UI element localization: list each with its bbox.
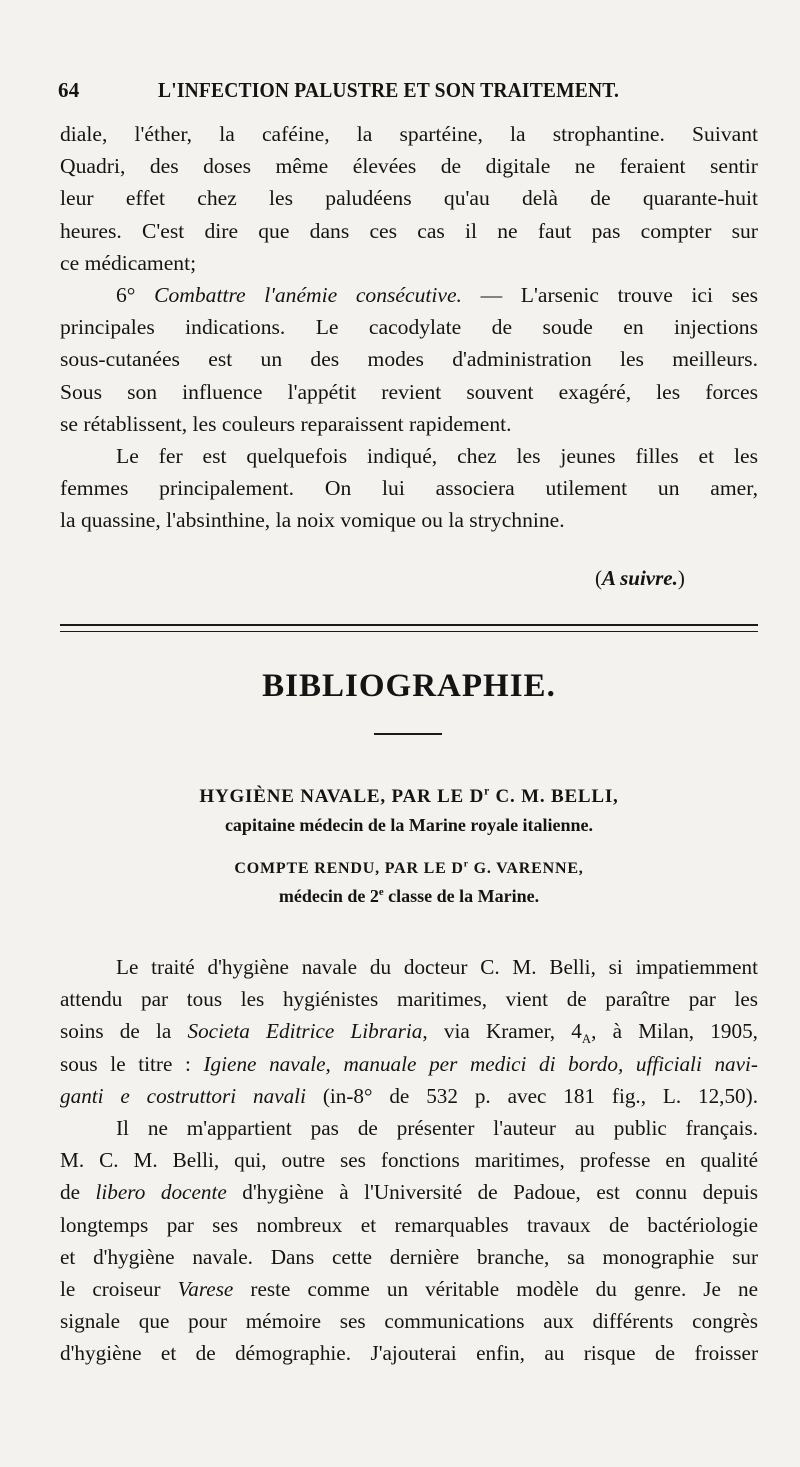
text-line: longtemps par ses nombreux et remarquables travaux de bactériologie [60, 1212, 758, 1237]
text-line: Le fer est quelquefois indiqué, chez les jeunes filles et les [116, 443, 758, 468]
text-line: d'hygiène et de démographie. J'ajouterai enfin, au risque de froisser [60, 1341, 758, 1366]
running-header [58, 78, 758, 112]
to-be-continued: (A suivre.) [595, 566, 685, 590]
page-number: 64 [58, 78, 80, 102]
text-line: Il ne m'appartient pas de présenter l'auteur au public français. [116, 1115, 758, 1140]
book-author-description: capitaine médecin de la Marine royale italienne. [224, 815, 594, 835]
text-line: principales indications. Le cacodylate de soude en injections [60, 315, 758, 340]
text-line: se rétablissent, les couleurs reparaissent rapidement. [60, 411, 512, 436]
superscript: r [484, 785, 490, 798]
text-line: la quassine, l'absinthine, la noix vomique ou la strychnine. [60, 508, 565, 533]
text-line: et d'hygiène navale. Dans cette dernière branche, sa monographie sur [60, 1244, 758, 1269]
text-line: femmes principalement. On lui associera utilement un amer, [60, 476, 758, 501]
text-line: Sous son influence l'appétit revient souvent exagéré, les forces [60, 379, 758, 404]
text-line [60, 1080, 758, 1112]
text-line: attendu par tous les hygiénistes maritimes, vient de paraître par les [60, 987, 758, 1012]
section-heading: Combattre l'anémie consécutive. [154, 282, 462, 307]
book-author-text: C. M. BELLI, [489, 786, 619, 807]
subscript: A [581, 1032, 592, 1047]
book-title-text: HYGIÈNE NAVALE, PAR LE D [199, 786, 485, 807]
text-span: sous le titre : [60, 1051, 204, 1076]
to-be-continued-text: A suivre. [602, 566, 678, 590]
text-line: leur effet chez les paludéens qu'au delà de quarante-huit [60, 186, 758, 211]
text-line: sous-cutanées est un des modes d'administration les meilleurs. [60, 347, 758, 372]
text-line [60, 1048, 758, 1080]
text-span: soins de la [60, 1019, 188, 1044]
text-line [60, 1273, 758, 1305]
text-span: — L'arsenic trouve ici ses [480, 282, 758, 307]
text-line: diale, l'éther, la caféine, la spartéine, la strophantine. Suivant [60, 122, 758, 146]
review-text [60, 951, 758, 1369]
text-span: (in-8° de 532 p. avec 181 fig., L. 12,50). [305, 1083, 758, 1108]
text-line: Le traité d'hygiène navale du docteur C. M. Belli, si impatiemment [116, 955, 758, 979]
text-span: de [60, 1180, 96, 1205]
italic-term: libero docente [95, 1180, 227, 1205]
text-span: d'hygiène à l'Université de Padoue, est connu depuis [226, 1180, 758, 1205]
reviewer-text: COMPTE RENDU, PAR LE D [234, 860, 464, 877]
superscript: r [463, 858, 469, 870]
title-underline [374, 733, 442, 735]
book-title-line [60, 786, 758, 808]
publisher-name: Societa Editrice Libraria [187, 1019, 423, 1044]
reviewer-description [60, 886, 758, 907]
section-number: 6° [116, 282, 136, 307]
text-line: ce médicament; [60, 250, 197, 275]
section-6-line [60, 279, 758, 311]
main-text [60, 118, 758, 536]
running-title: L'INFECTION PALUSTRE ET SON TRAITEMENT. [158, 78, 620, 102]
text-span: médecin de 2 [278, 886, 379, 906]
book-title-italic: Igiene navale, manuale per medici di bordo, ufficiali navi- [203, 1051, 758, 1076]
text-line [60, 1015, 758, 1047]
superscript: e [378, 886, 384, 898]
ship-name: Varese [177, 1276, 234, 1301]
reviewer-line [60, 860, 758, 878]
text-span: , à Milan, 1905, [591, 1019, 758, 1044]
reviewer-name: G. VARENNE, [468, 860, 584, 877]
text-line: Quadri, des doses même élevées de digitale ne feraient sentir [60, 154, 758, 179]
text-line: signale que pour mémoire ses communications aux différents congrès [60, 1309, 758, 1334]
text-line: M. C. M. Belli, qui, outre ses fonctions maritimes, professe en qualité [60, 1148, 758, 1173]
text-line [60, 1176, 758, 1208]
text-line: heures. C'est dire que dans ces cas il ne faut pas compter sur [60, 218, 758, 243]
text-span: , via Kramer, 4 [422, 1019, 582, 1044]
text-span: reste comme un véritable modèle du genre. Je ne [233, 1276, 758, 1301]
section-divider [60, 624, 758, 632]
text-span: classe de la Marine. [383, 886, 540, 906]
bibliography-title: BIBLIOGRAPHIE. [262, 668, 556, 704]
text-span: le croiseur [60, 1276, 178, 1301]
book-title-italic: ganti e costruttori navali [60, 1083, 306, 1108]
